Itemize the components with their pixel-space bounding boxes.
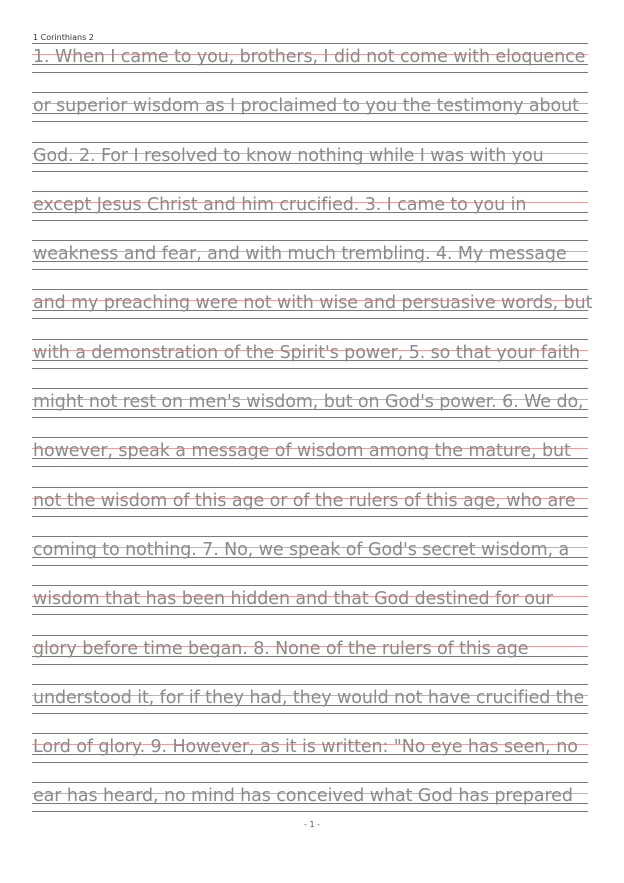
top-guide-line [32, 684, 588, 685]
practice-row [32, 733, 588, 782]
desc-guide-line [32, 614, 588, 615]
handwriting-practice-area [32, 43, 593, 832]
desc-guide-line [32, 466, 588, 467]
desc-guide-line [32, 811, 588, 812]
desc-guide-line [32, 220, 588, 221]
trace-text: with a demonstration of the Spirit's power, 5. so that your faith [33, 342, 580, 363]
desc-guide-line [32, 171, 588, 172]
practice-row [32, 437, 588, 486]
trace-text: not the wisdom of this age or of the rulers of this age, who are [33, 490, 576, 511]
practice-row [32, 142, 588, 191]
top-guide-line [32, 585, 588, 586]
trace-text: might not rest on men's wisdom, but on God's power. 6. We do, [33, 392, 584, 413]
page-title: 1 Corinthians 2 [33, 33, 94, 42]
practice-row [32, 487, 588, 536]
page-number: - 1 - [304, 820, 320, 829]
desc-guide-line [32, 417, 588, 418]
trace-text: 1. When I came to you, brothers, I did not come with eloquence [33, 47, 586, 67]
trace-text: glory before time began. 8. None of the rulers of this age [33, 638, 529, 659]
trace-text: coming to nothing. 7. No, we speak of God's secret wisdom, a [33, 539, 570, 560]
desc-guide-line [32, 565, 588, 566]
trace-text: understood it, for if they had, they would not have crucified the [33, 687, 585, 708]
desc-guide-line [32, 368, 588, 369]
practice-row [32, 536, 588, 585]
practice-row [32, 289, 593, 338]
top-guide-line [32, 782, 588, 783]
top-guide-line [32, 536, 588, 537]
practice-row [32, 240, 588, 289]
practice-row [32, 43, 588, 92]
practice-row [32, 635, 588, 684]
desc-guide-line [32, 269, 588, 270]
practice-row [32, 585, 588, 634]
top-guide-line [32, 388, 588, 389]
trace-text: and my preaching were not with wise and persuasive words, but [33, 293, 593, 314]
trace-text: weakness and fear, and with much trembling. 4. My message [33, 244, 567, 265]
trace-text: Lord of glory. 9. However, as it is written: "No eye has seen, no [33, 737, 578, 758]
top-guide-line [32, 487, 588, 488]
trace-text: except Jesus Christ and him crucified. 3. I came to you in [33, 194, 527, 215]
trace-text: or superior wisdom as I proclaimed to you the testimony about [33, 96, 579, 117]
top-guide-line [32, 240, 588, 241]
desc-guide-line [32, 664, 588, 665]
desc-guide-line [32, 318, 588, 319]
top-guide-line [32, 289, 588, 290]
top-guide-line [32, 733, 588, 734]
practice-row [32, 339, 588, 388]
practice-row [32, 191, 588, 240]
desc-guide-line [32, 121, 588, 122]
trace-text: ear has heard, no mind has conceived what God has prepared [33, 786, 573, 807]
top-guide-line [32, 142, 588, 143]
top-guide-line [32, 635, 588, 636]
top-guide-line [32, 339, 588, 340]
top-guide-line [32, 437, 588, 438]
practice-row [32, 92, 588, 141]
desc-guide-line [32, 713, 588, 714]
trace-text: however, speak a message of wisdom among the mature, but [33, 441, 571, 462]
top-guide-line [32, 191, 588, 192]
top-guide-line [32, 43, 588, 44]
desc-guide-line [32, 762, 588, 763]
desc-guide-line [32, 516, 588, 517]
desc-guide-line [32, 72, 588, 73]
practice-row [32, 684, 588, 733]
trace-text: God. 2. For I resolved to know nothing while I was with you [33, 145, 544, 166]
practice-row [32, 388, 588, 437]
trace-text: wisdom that has been hidden and that God destined for our [33, 589, 553, 610]
top-guide-line [32, 92, 588, 93]
